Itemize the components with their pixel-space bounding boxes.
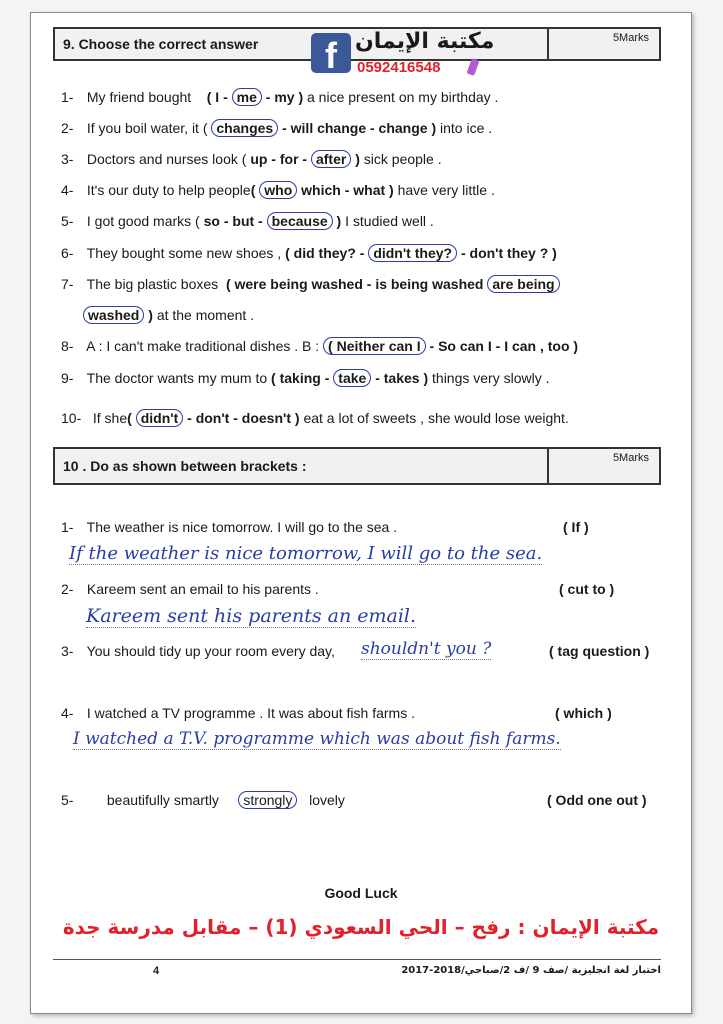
circled-answer: take	[333, 369, 371, 387]
q9-item-7-cont: washed ) at the moment .	[83, 307, 254, 323]
q10-hint-1: ( If )	[563, 519, 589, 535]
circled-answer: after	[311, 150, 351, 168]
q10-hint-4: ( which )	[555, 705, 612, 721]
section9-title: 9. Choose the correct answer	[63, 36, 259, 52]
q10-hint-3: ( tag question )	[549, 643, 650, 659]
section9-marks: 5Marks	[547, 29, 659, 59]
circled-answer: washed	[83, 306, 144, 324]
q10-item-3: 3- You should tidy up your room every day,	[61, 643, 335, 659]
q9-item-10: 10- If she( didn't - don't - doesn't ) eat a lot of sweets , she would lose weight.	[61, 410, 569, 426]
circled-answer: strongly	[238, 791, 297, 809]
circled-answer: didn't they?	[368, 244, 457, 262]
q10-answer-4: I watched a T.V. programme which was about fish farms.	[73, 729, 561, 749]
circled-answer: me	[232, 88, 262, 106]
q9-item-2: 2- If you boil water, it ( changes - will change - change ) into ice .	[61, 120, 493, 136]
q9-item-7: 7- The big plastic boxes ( were being washed - is being washed are being	[61, 276, 560, 292]
store-logo	[311, 29, 495, 81]
q10-hint-2: ( cut to )	[559, 581, 615, 597]
q9-item-8: 8- A : I can't make traditional dishes . B : ( Neither can I - So can I - I can , too )	[61, 338, 579, 354]
circled-answer: because	[267, 212, 333, 230]
store-brand: مكتبة الإيمان	[355, 29, 495, 54]
section10-header	[53, 447, 661, 485]
circled-answer: changes	[211, 119, 278, 137]
q9-item-6: 6- They bought some new shoes , ( did they? - didn't they? - don't they ? )	[61, 245, 557, 261]
q10-item-5: 5- beautifully smartly strongly lovely	[61, 792, 345, 808]
q9-item-1: 1- My friend bought ( I - me - my ) a nice present on my birthday .	[61, 89, 499, 105]
good-luck: Good Luck	[324, 885, 398, 901]
q10-hint-5: ( Odd one out )	[547, 792, 647, 808]
q9-item-5: 5- I got good marks ( so - but - because ) I studied well .	[61, 213, 434, 229]
section10-title: 10 . Do as shown between brackets :	[63, 458, 307, 474]
q10-item-4: 4- I watched a TV programme . It was about fish farms .	[61, 705, 415, 721]
page-number: 4	[153, 965, 160, 977]
q10-item-2: 2- Kareem sent an email to his parents .	[61, 581, 319, 597]
store-phone: 0592416548	[357, 59, 441, 76]
exam-sheet	[30, 12, 692, 1014]
q9-item-4: 4- It's our duty to help people( who which - what ) have very little .	[61, 182, 495, 198]
circled-answer: are being	[487, 275, 559, 293]
circled-answer: ( Neither can I	[323, 337, 426, 355]
circled-answer: didn't	[136, 409, 184, 427]
section10-marks: 5Marks	[547, 449, 659, 483]
store-address: مكتبة الإيمان : رفح – الحي السعودي (1) – مقابل مدرسة جدة	[62, 915, 660, 939]
q10-answer-3: shouldn't you ?	[361, 639, 492, 659]
q9-item-9: 9- The doctor wants my mum to ( taking - take - takes ) things very slowly .	[61, 370, 550, 386]
exam-name: اختبار لغة انجليزية /صف 9 /ف 2/صباحي/2018-2017	[401, 965, 661, 976]
q10-answer-1: If the weather is nice tomorrow, I will go to the sea.	[69, 543, 543, 564]
mobile-phone-icon	[467, 58, 480, 76]
q10-answer-2: Kareem sent his parents an email.	[86, 605, 417, 627]
footer-divider	[53, 959, 661, 960]
facebook-icon: f	[311, 33, 351, 73]
q10-item-1: 1- The weather is nice tomorrow. I will go to the sea .	[61, 519, 398, 535]
q9-item-3: 3- Doctors and nurses look ( up - for - after ) sick people .	[61, 151, 442, 167]
circled-answer: who	[259, 181, 297, 199]
